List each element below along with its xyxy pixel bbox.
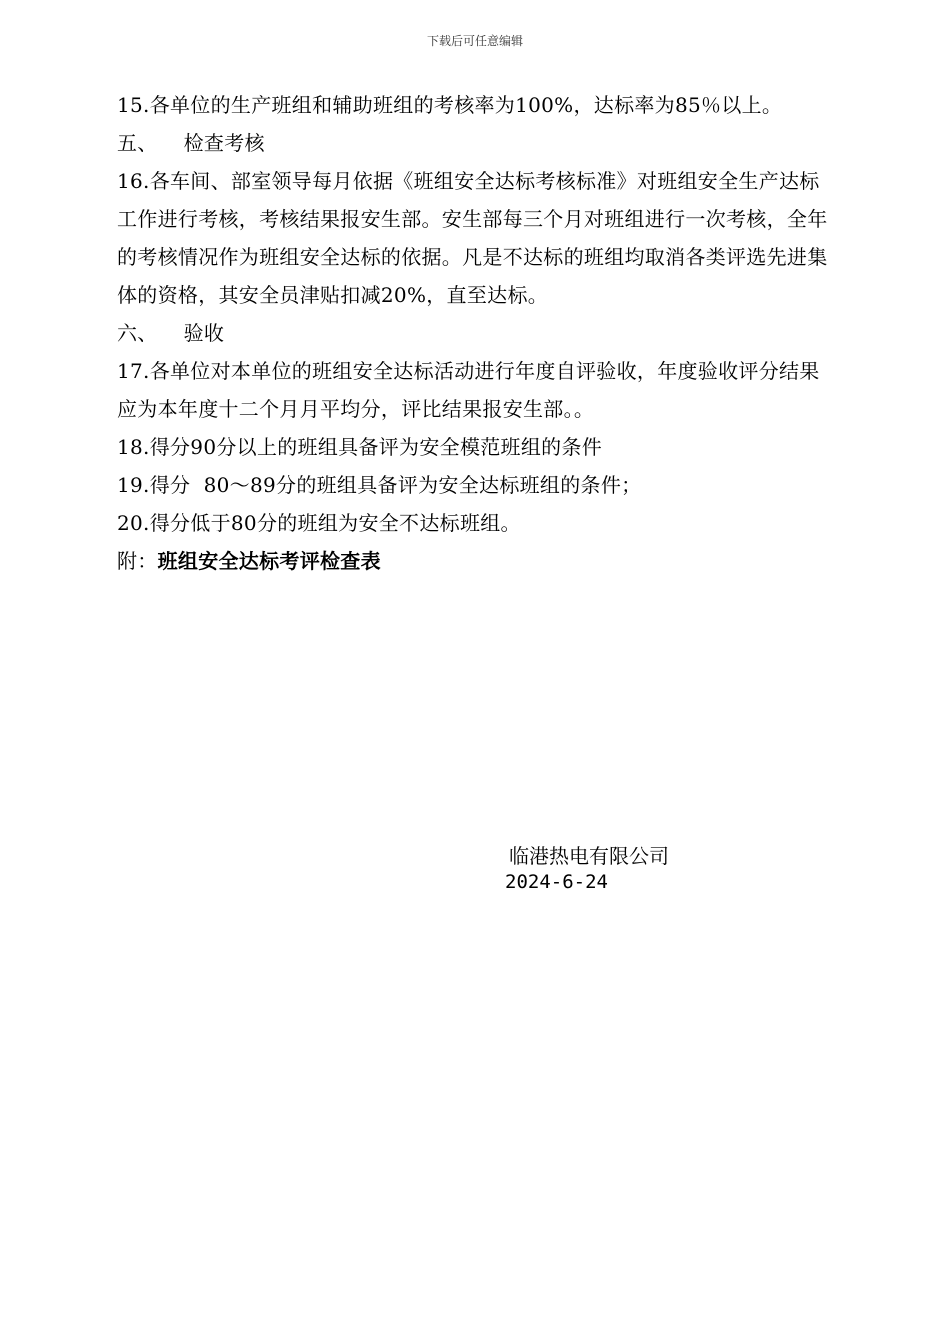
appendix-title: 班组安全达标考评检查表	[157, 549, 381, 573]
section-number: 五、	[117, 131, 158, 155]
signature-date: 2024-6-24	[505, 871, 608, 893]
clause-19: 19.得分 80～89分的班组具备评为安全达标班组的条件；	[117, 473, 642, 497]
clause-18: 18.得分90分以上的班组具备评为安全模范班组的条件	[117, 435, 603, 459]
appendix-line	[117, 542, 837, 580]
header-note: 下载后可任意编辑	[426, 34, 523, 48]
clause-17: 17.各单位对本单位的班组安全达标活动进行年度自评验收，年度验收评分结果应为本年度十二个月月平均分，评比结果报安生部。。	[117, 359, 820, 421]
clause-20: 20.得分低于80分的班组为安全不达标班组。	[117, 511, 521, 535]
company-name: 临港热电有限公司	[509, 844, 669, 868]
signature-block	[505, 843, 669, 895]
section-heading-acceptance	[117, 314, 837, 352]
section-title: 验收	[183, 321, 225, 345]
clause-15: 15.各单位的生产班组和辅助班组的考核率为100%，达标率为85％以上。	[117, 93, 783, 117]
appendix-prefix: 附：	[117, 549, 158, 573]
section-title: 检查考核	[183, 131, 265, 155]
section-heading-inspection	[117, 124, 837, 162]
document-body	[117, 86, 837, 580]
section-number: 六、	[117, 321, 158, 345]
clause-16: 16.各车间、部室领导每月依据《班组安全达标考核标准》对班组安全生产达标工作进行考核，考核结果报安生部。安生部每三个月对班组进行一次考核，全年的考核情况作为班组安全达标的依据。凡是不达标的班组均取消各类评选先进集体的资格，其安全员津贴扣减20%，直至达标。	[117, 169, 828, 307]
